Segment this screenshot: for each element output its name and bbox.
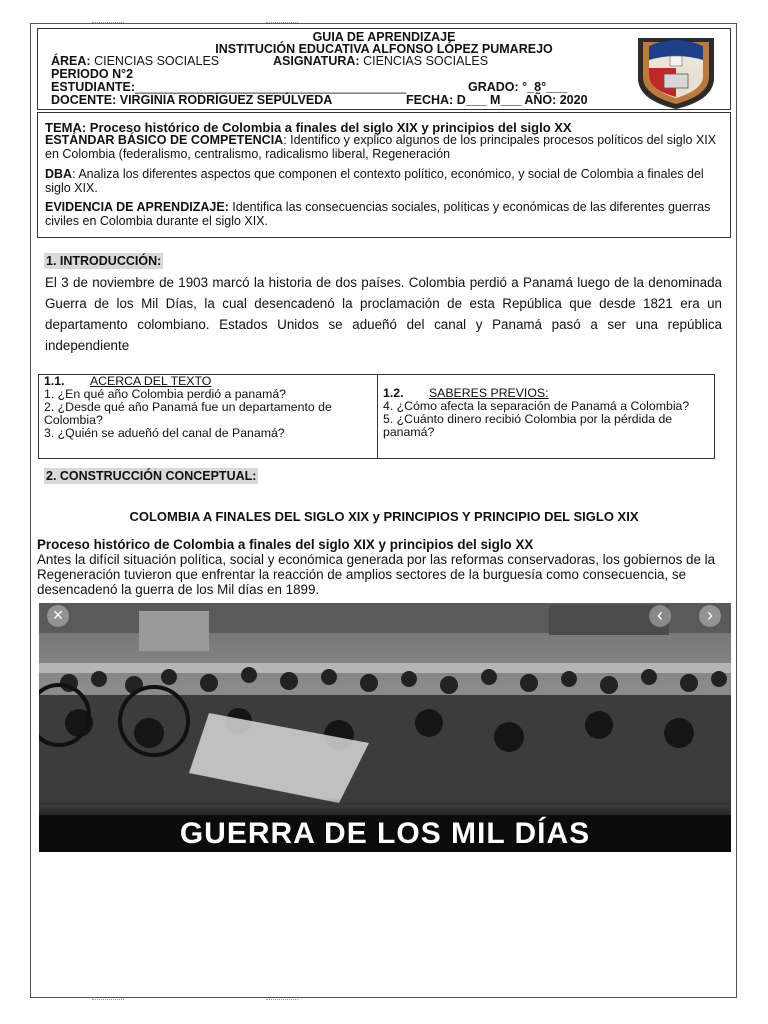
right-column-title: SABERES PREVIOS: (428, 386, 549, 400)
date[interactable]: FECHA: D___ M___ AÑO: 2020 (406, 93, 588, 107)
prev-arrow-icon[interactable]: ‹ (649, 605, 671, 627)
construccion-heading: 2. CONSTRUCCIÓN CONCEPTUAL: (46, 469, 257, 483)
subject-value: CIENCIAS SOCIALES (363, 54, 489, 68)
student-row[interactable]: ESTUDIANTE:_______________________________________ (51, 80, 407, 94)
top-dots-right (266, 22, 298, 23)
question-3: 3. ¿Quién se adueñó del canal de Panamá? (44, 426, 285, 440)
war-photo (39, 603, 731, 852)
estandar: ESTÁNDAR BÁSICO DE COMPETENCIA: Identifico y explico algunos de los principales procesos políticos del siglo XIX en Colombia (federalismo, centralismo, radicalismo liberal, Regeneración (45, 133, 717, 161)
close-icon[interactable]: × (47, 605, 69, 627)
period: PERIODO N°2 (51, 67, 134, 81)
left-column-title: ACERCA DEL TEXTO (89, 374, 212, 388)
question-4: 4. ¿Cómo afecta la separación de Panamá a Colombia? (383, 399, 690, 413)
student-blank[interactable]: _______________________________________ (135, 80, 407, 94)
info-box (37, 112, 731, 238)
guide-title: GUIA DE APRENDIZAJE (312, 30, 456, 44)
subject-row: ASIGNATURA: CIENCIAS SOCIALES (273, 54, 489, 68)
intro-paragraph: El 3 de noviembre de 1903 marcó la historia de dos países. Colombia perdió a Panamá luego de la denominada Guerra de los Mil Días, la cual desencadenó la proclamación de esta República que desde 1821 era un departamento colombiano. Estados Unidos se adueñó del canal y Panamá pasó a ser una república independiente (45, 275, 722, 353)
bottom-dots-left (92, 999, 124, 1000)
question-5: 5. ¿Cuánto dinero recibió Colombia por la pérdida de panamá? (383, 412, 673, 439)
area-row: ÁREA: CIENCIAS SOCIALES (51, 54, 220, 68)
right-column: 1.2. SABERES PREVIOS: 4. ¿Cómo afecta la separación de Panamá a Colombia? 5. ¿Cuánto dinero recibió Colombia por la pérdida de panamá? (383, 387, 713, 439)
photo-caption: GUERRA DE LOS MIL DÍAS (179, 817, 591, 850)
left-column: 1.1. ACERCA DEL TEXTO 1. ¿En qué año Colombia perdió a panamá? 2. ¿Desde qué año Panamá fue un departamento de Colombia? 3. ¿Quién se adueñó del canal de Panamá? (44, 375, 374, 440)
question-1: 1. ¿En qué año Colombia perdió a panamá? (44, 387, 286, 401)
grade[interactable]: GRADO: °_8°___ (468, 80, 567, 94)
evidencia: EVIDENCIA DE APRENDIZAJE: Identifica las consecuencias sociales, políticas y económicas de las diferentes guerras civiles en Colombia durante el siglo XIX. (45, 200, 711, 228)
dba: DBA: Analiza los diferentes aspectos que componen el contexto político, económico, y social de Colombia a finales del siglo XIX. (45, 167, 704, 195)
table-divider (377, 375, 378, 458)
tema: TEMA: Proceso histórico de Colombia a finales del siglo XIX y principios del siglo XX (45, 120, 572, 135)
teacher: DOCENTE: VIRGINIA RODRÍGUEZ SEPÚLVEDA (51, 93, 333, 107)
school-shield-logo (634, 30, 718, 110)
area-value: CIENCIAS SOCIALES (94, 54, 220, 68)
intro-heading: 1. INTRODUCCIÓN: (46, 254, 162, 268)
main-title: COLOMBIA A FINALES DEL SIGLO XIX y PRINCIPIOS Y PRINCIPIO DEL SIGLO XIX (129, 509, 639, 524)
bottom-dots-right (266, 999, 298, 1000)
history-paragraph: Antes la difícil situación política, social y económica generada por las reformas conservadoras, los gobiernos de la Regeneración tuvieron que enfrentar la reacción de amplios sectores de la burguesía como consecuencia, se desencadenó la guerra de los Mil días en 1899. (37, 552, 716, 597)
questions-table (38, 374, 715, 459)
question-2: 2. ¿Desde qué año Panamá fue un departamento de Colombia? (44, 400, 332, 427)
next-arrow-icon[interactable]: › (699, 605, 721, 627)
institution-name: INSTITUCIÓN EDUCATIVA ALFONSO LÓPEZ PUMAREJO (215, 42, 553, 56)
header-box (37, 28, 731, 110)
top-dots-left (92, 22, 124, 23)
subtitle: Proceso histórico de Colombia a finales del siglo XIX y principios del siglo XX (37, 537, 534, 552)
